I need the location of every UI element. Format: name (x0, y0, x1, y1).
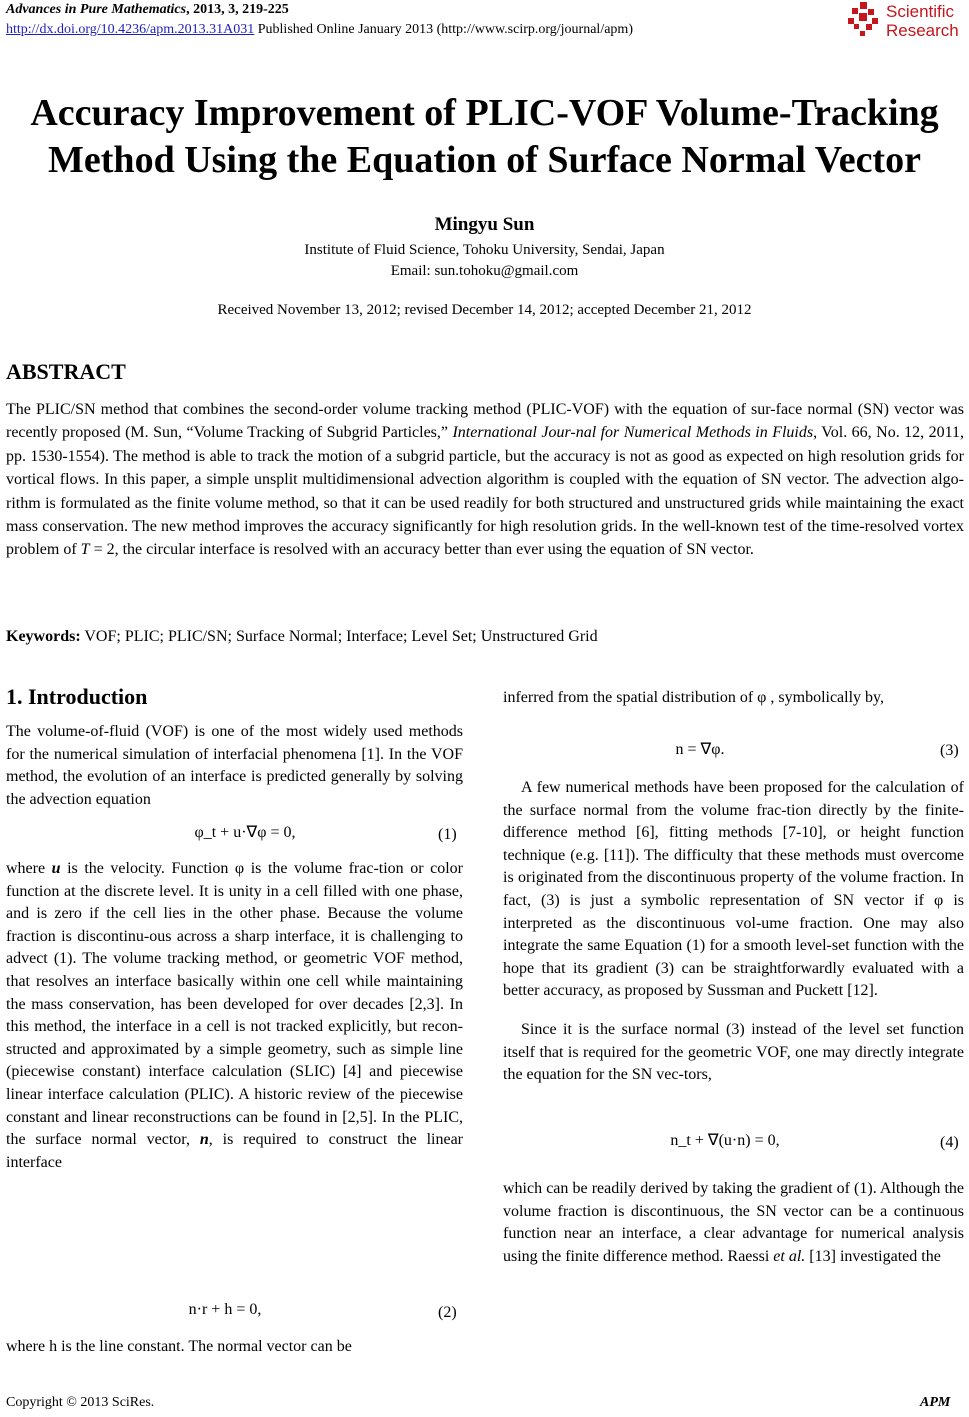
equation-2: n·r + h = 0, (188, 1301, 262, 1318)
p2-var-n: n (199, 1131, 209, 1149)
right-column-p4 (503, 1178, 964, 1268)
right-paragraph-4 (503, 1178, 964, 1268)
logo-mark-icon (846, 2, 882, 40)
scirp-logo (846, 2, 968, 42)
keywords-line (6, 628, 964, 646)
intro-paragraph-3: where h is the line constant. The normal vector can be (6, 1338, 352, 1355)
author-name: Mingyu Sun (434, 214, 535, 235)
logo-line2: Research (886, 21, 959, 40)
p4-text-b: [13] investigated the (805, 1247, 941, 1265)
logo-text (886, 2, 959, 40)
equation-1-number: (1) (438, 826, 457, 843)
left-column-p1 (6, 721, 463, 811)
right-paragraph-3: Since it is the surface normal (3) instead of the level set function itself that is required for the geometric VOF, one may directly integrate the equation for the SN vec-tors, (503, 1021, 964, 1084)
logo-line1: Scientific (886, 2, 955, 21)
p2-text-a: where (6, 860, 52, 877)
p4-text-a: which can be readily derived by taking the gradient of (1). Although the volume fraction is discontinuous, the SN vector can be a continuous function near an interface, a clear advantage for numerical analysis using the finite difference method. Raessi (503, 1180, 964, 1265)
doi-link[interactable]: http://dx.doi.org/10.4236/apm.2013.31A031 (6, 22, 255, 37)
intro-paragraph-1: The volume-of-fluid (VOF) is one of the most widely used methods for the numerical simulation of interfacial phenomena [1]. In the VOF method, the evolution of an interface is predicted generally by solving the advection equation (6, 723, 463, 808)
equation-3: n = ∇φ. (675, 741, 725, 758)
equation-3-number: (3) (940, 742, 959, 759)
abstract-journal: International Jour-nal for Numerical Methods in Fluids (452, 424, 814, 442)
p2-text-c: , is required to construct the linear interface (6, 1131, 463, 1171)
equation-4-number: (4) (940, 1134, 959, 1151)
abstract-text-2: , Vol. 66, No. 12, 2011, pp. 1530-1554). The method is able to track the motion of a subgrid particle, but the accuracy is not as good as expected on high resolution grids for vortical flows. In this paper, a simple unsplit multidimensional advection algorithm is coupled with the equation of SN vector. The advection algo-rithm is formulated as the finite volume method, so that it can be used readily for both structured and unstructured grids while maintaining the exact mass conservation. The new method improves the accuracy significantly for high resolution grids. In the well-known test of the time-resolved vortex problem of (6, 424, 965, 559)
title-line-2: Method Using the Equation of Surface Normal Vector (48, 139, 921, 181)
keywords-list: VOF; PLIC; PLIC/SN; Surface Normal; Interface; Level Set; Unstructured Grid (80, 628, 598, 645)
footer-journal-abbrev: APM (920, 1395, 951, 1410)
abstract-text-1: The PLIC/SN method that combines the second-order volume tracking method (PLIC-VOF) with the equation of sur-face normal (SN) vector was recently proposed (M. Sun, “Volume Tracking of Subgrid Particles,” (6, 401, 964, 442)
journal-name: Advances in Pure Mathematics (6, 2, 187, 17)
left-column-p3 (6, 1336, 463, 1359)
abstract-body (6, 398, 964, 562)
equation-4: n_t + ∇(u·n) = 0, (670, 1132, 780, 1149)
affiliation: Institute of Fluid Science, Tohoku University, Sendai, Japan (304, 242, 665, 258)
p4-etal: et al. (773, 1247, 806, 1265)
section-heading-introduction: 1. Introduction (6, 684, 148, 709)
received-dates: Received November 13, 2012; revised December 14, 2012; accepted December 21, 2012 (217, 302, 752, 318)
doi-line (6, 22, 633, 38)
journal-volume: , 2013, 3, 219-225 (186, 2, 289, 17)
equation-2-number: (2) (438, 1304, 457, 1321)
title-line-1: Accuracy Improvement of PLIC-VOF Volume-Tracking (30, 92, 939, 134)
right-column-p2 (503, 777, 964, 1003)
left-column-p2 (6, 858, 463, 1174)
footer-copyright: Copyright © 2013 SciRes. (6, 1395, 155, 1410)
intro-paragraph-2 (6, 858, 463, 1174)
right-paragraph-2: A few numerical methods have been proposed for the calculation of the surface normal from the volume frac-tion directly by the finite-difference method [6], fitting methods [7-10], or height function technique (e.g. [11]). The difficulty that these methods must overcome is originated from the discontinuous property of the volume fraction. In fact, (3) is just a symbolic representation of SN vector if φ is interpreted as the discontinuous vol-ume fraction. One may also integrate the same Equation (1) for a smooth level-set function with the hope that its gradient (3) can be straightforwardly evaluated with a better accuracy, as proposed by Sussman and Puckett [12]. (503, 779, 964, 1000)
p2-var-u: u (51, 860, 61, 877)
published-note: Published Online January 2013 (http://www.scirp.org/journal/apm) (254, 22, 633, 37)
p2-text-b: is the velocity. Function φ is the volume frac-tion or color function at the discrete level. It is unity in a cell filled with one phase, and is zero if the cell lies in the other phase. Because the volume fraction is discontinu-ous across a sharp interface, it is challenging to advect (1). The volume tracking method, or geometric VOF method, that resolves an interface basically within one cell while maintaining the mass conservation, has been developed for over decades [2,3]. In this method, the interface in a cell is not tracked explicitly, but recon-structed and approximated by a simple geometry, such as simple line (piecewise constant) interface calculation (SLIC) [4] and piecewise linear interface calculation (PLIC). A historic review of the piecewise constant and linear reconstructions can be found in [2,5]. In the PLIC, the surface normal vector, (6, 860, 463, 1149)
paper-title (0, 90, 969, 184)
abstract-heading: ABSTRACT (6, 359, 126, 384)
right-column-p1 (503, 687, 964, 710)
right-column-p3 (503, 1019, 964, 1087)
abstract-var-T: T (80, 541, 90, 559)
email: Email: sun.tohoku@gmail.com (390, 263, 579, 279)
abstract-text-3: = 2, the circular interface is resolved with an accuracy better than ever using the equation of SN vector. (89, 541, 754, 559)
journal-header (6, 2, 289, 18)
right-paragraph-1: inferred from the spatial distribution of φ , symbolically by, (503, 689, 885, 706)
keywords-label: Keywords: (6, 628, 81, 645)
equation-1: φ_t + u·∇φ = 0, (194, 824, 296, 841)
affiliation-block (0, 240, 969, 282)
